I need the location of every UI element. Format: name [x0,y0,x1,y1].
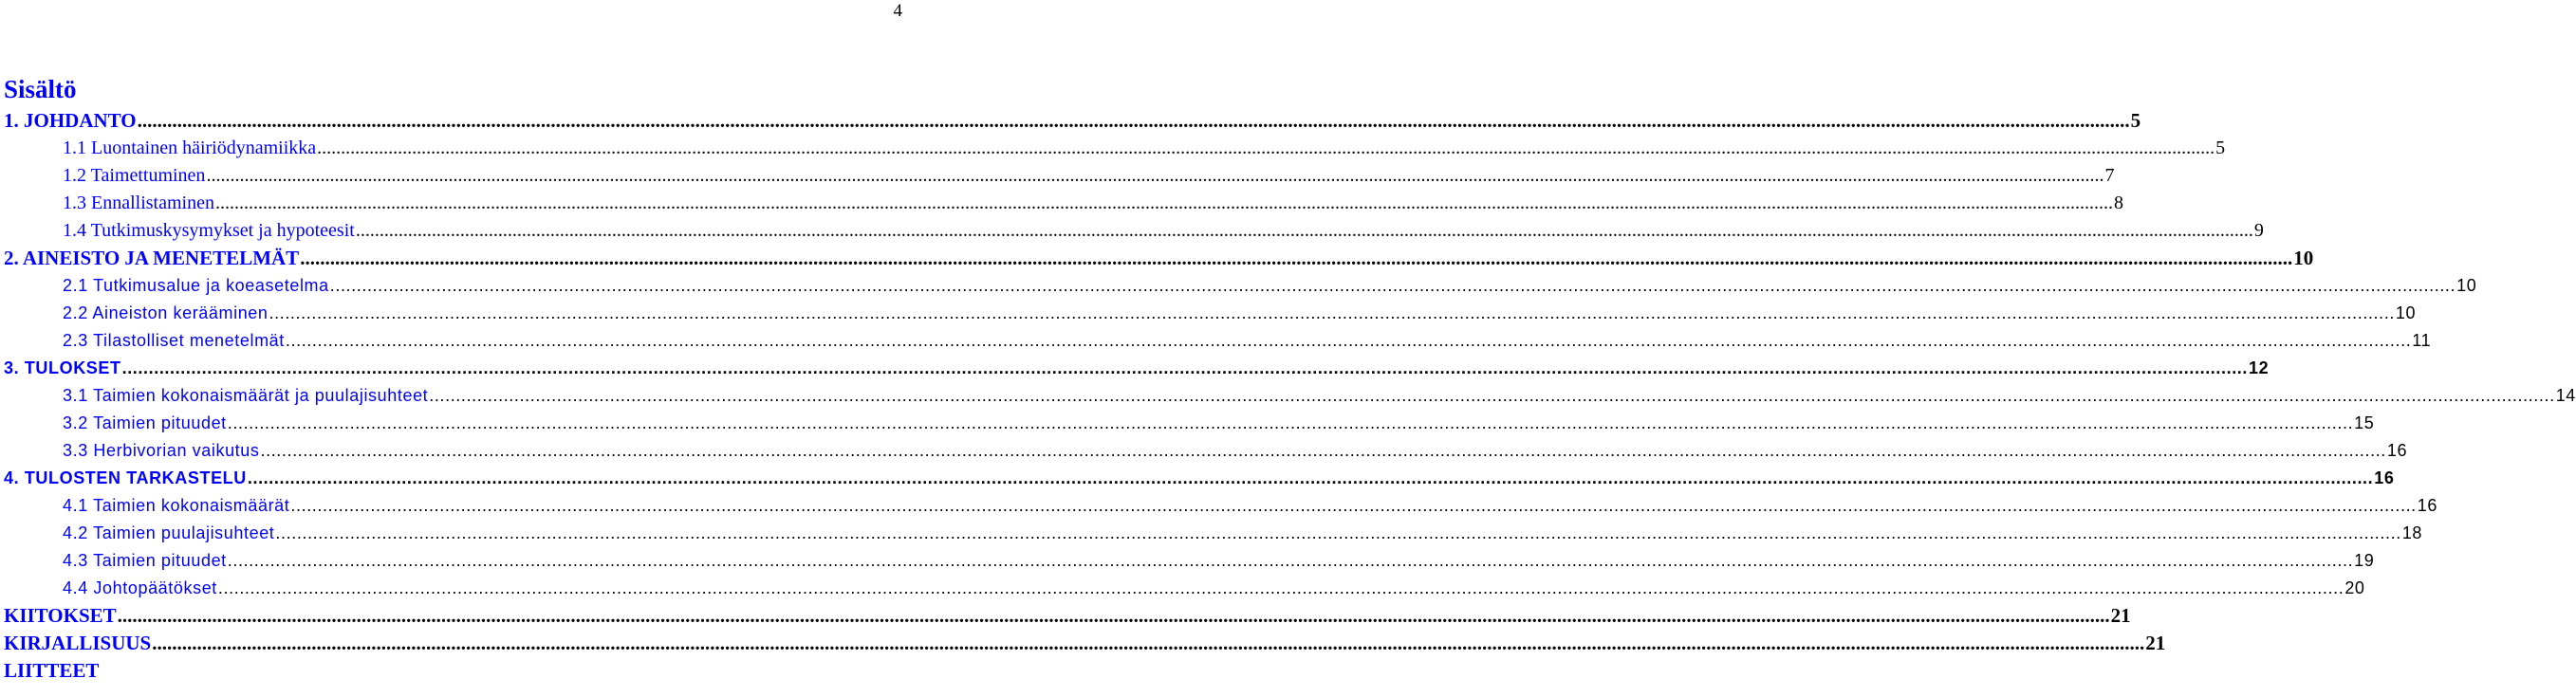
toc-entry[interactable] [4,353,2270,380]
toc-entry-page: 14 [2555,386,2576,405]
toc-entry[interactable] [4,628,2166,655]
toc-entry[interactable] [63,573,2365,600]
toc-entry-label[interactable]: 4.2 Taimien puulajisuhteet [63,523,275,542]
toc-leader-dots: ................................................................................................................................................................................................................................................................................................................................................................................................................ [275,523,2401,542]
toc-leader-dots: ................................................................................................................................................................................................................................................................................................................................................................................................................ [152,632,2145,654]
toc-entry[interactable] [63,490,2438,518]
toc-entry-page: 16 [2374,468,2395,487]
toc-entry[interactable] [63,270,2477,298]
toc-leader-dots: ................................................................................................................................................................................................................................................................................................................................................................................................................ [247,468,2374,487]
toc-entry-page: 11 [2412,331,2432,350]
toc-leader-dots: ................................................................................................................................................................................................................................................................................................................................................................................................................ [285,331,2412,350]
toc-entry[interactable] [63,435,2408,463]
toc-entry-label[interactable]: 2. AINEISTO JA MENETELMÄT [4,247,300,269]
toc-entry-page: 10 [2456,276,2477,295]
toc-entry-label[interactable]: 3.1 Taimien kokonaismäärät ja puulajisuhteet [63,386,429,405]
toc-entry-label[interactable]: 2.1 Tutkimusalue ja koeasetelma [63,276,329,295]
toc-entry[interactable] [4,105,2141,133]
toc-entry-label[interactable]: 3.3 Herbivorian vaikutus [63,441,260,460]
toc-entry-page: 12 [2249,358,2270,377]
toc-leader-dots: ................................................................................................................................................................................................................................................................................................................................................................................................................ [329,276,2456,295]
toc-leader-dots: ................................................................................................................................................................................................................................................................................................................................................................................................................ [300,247,2293,269]
toc-entry[interactable] [63,408,2375,435]
toc-entry-page: 10 [2293,247,2314,269]
toc-entry-label[interactable]: 1. JOHDANTO [4,109,137,132]
toc-entry-label[interactable]: 2.3 Tilastolliset menetelmät [63,331,285,350]
toc-entry-page: 16 [2386,441,2408,460]
toc-entry-page: 16 [2417,496,2438,515]
toc-entry[interactable] [63,133,2226,160]
toc-leader-dots: ................................................................................................................................................................................................................................................................................................................................................................................................................ [355,220,2253,241]
toc-entry-label[interactable]: KIITOKSET [4,604,117,627]
toc-entry-label[interactable]: 1.1 Luontainen häiriödynamiikka [63,138,317,158]
toc-entry-label[interactable]: 4. TULOSTEN TARKASTELU [4,468,247,487]
toc-entry-label[interactable]: 3.2 Taimien pituudet [63,413,227,432]
toc-leader-dots: ................................................................................................................................................................................................................................................................................................................................................................................................................ [317,138,2215,158]
toc-entry[interactable] [63,160,2115,188]
toc-leader-dots: ................................................................................................................................................................................................................................................................................................................................................................................................................ [217,578,2344,597]
toc-entry-page: 5 [2130,109,2141,132]
toc-leader-dots: ................................................................................................................................................................................................................................................................................................................................................................................................................ [137,109,2130,132]
toc-entry-page: 20 [2344,578,2365,597]
toc-leader-dots: ................................................................................................................................................................................................................................................................................................................................................................................................................ [227,551,2354,570]
toc-entry[interactable] [63,325,2432,353]
toc-entry-page: 9 [2253,220,2264,241]
toc-entry[interactable] [63,380,2576,408]
toc-leader-dots: ................................................................................................................................................................................................................................................................................................................................................................................................................ [206,165,2104,186]
toc-entry[interactable] [63,518,2423,545]
toc-entry-page: 21 [2145,632,2166,654]
toc-entry[interactable] [63,215,2264,243]
toc-entry[interactable] [4,600,2131,628]
toc-entry-page: 19 [2354,551,2375,570]
page-number: 4 [893,1,902,21]
toc-entry-page: 15 [2354,413,2375,432]
toc-entry-label[interactable]: 1.2 Taimettuminen [63,165,206,186]
toc-entry-page: 8 [2113,193,2123,213]
toc-entry[interactable] [4,463,2395,490]
toc-heading-liitteet[interactable]: LIITTEET [4,659,100,682]
toc-entry-label[interactable]: 4.1 Taimien kokonaismäärät [63,496,290,515]
toc-entry-page: 5 [2215,138,2226,158]
toc-entry-label[interactable]: KIRJALLISUUS [4,632,152,654]
toc-entry-label[interactable]: 4.4 Johtopäätökset [63,578,217,597]
toc-title: Sisältö [4,75,77,103]
toc-leader-dots: ................................................................................................................................................................................................................................................................................................................................................................................................................ [290,496,2417,515]
toc-entry-label[interactable]: 2.2 Aineiston kerääminen [63,303,269,322]
toc-entry-label[interactable]: 1.4 Tutkimuskysymykset ja hypoteesit [63,220,355,241]
toc-entry[interactable] [63,188,2123,215]
toc-entry-page: 10 [2395,303,2417,322]
toc-leader-dots: ................................................................................................................................................................................................................................................................................................................................................................................................................ [121,358,2248,377]
toc-entry-page: 18 [2401,523,2423,542]
toc-entry[interactable] [63,298,2417,325]
toc-leader-dots: ................................................................................................................................................................................................................................................................................................................................................................................................................ [269,303,2395,322]
toc-leader-dots: ................................................................................................................................................................................................................................................................................................................................................................................................................ [429,386,2555,405]
toc-leader-dots: ................................................................................................................................................................................................................................................................................................................................................................................................................ [117,604,2110,627]
toc-leader-dots: ................................................................................................................................................................................................................................................................................................................................................................................................................ [227,413,2354,432]
toc-entry-page: 7 [2104,165,2115,186]
toc-leader-dots: ................................................................................................................................................................................................................................................................................................................................................................................................................ [260,441,2386,460]
toc-entry-label[interactable]: 3. TULOKSET [4,358,121,377]
toc-entry[interactable] [4,243,2314,270]
toc-entry-page: 21 [2110,604,2131,627]
toc-entry[interactable] [63,545,2375,573]
toc-entry-label[interactable]: 4.3 Taimien pituudet [63,551,227,570]
toc-leader-dots: ................................................................................................................................................................................................................................................................................................................................................................................................................ [214,193,2113,213]
toc-entry-label[interactable]: 1.3 Ennallistaminen [63,193,214,213]
